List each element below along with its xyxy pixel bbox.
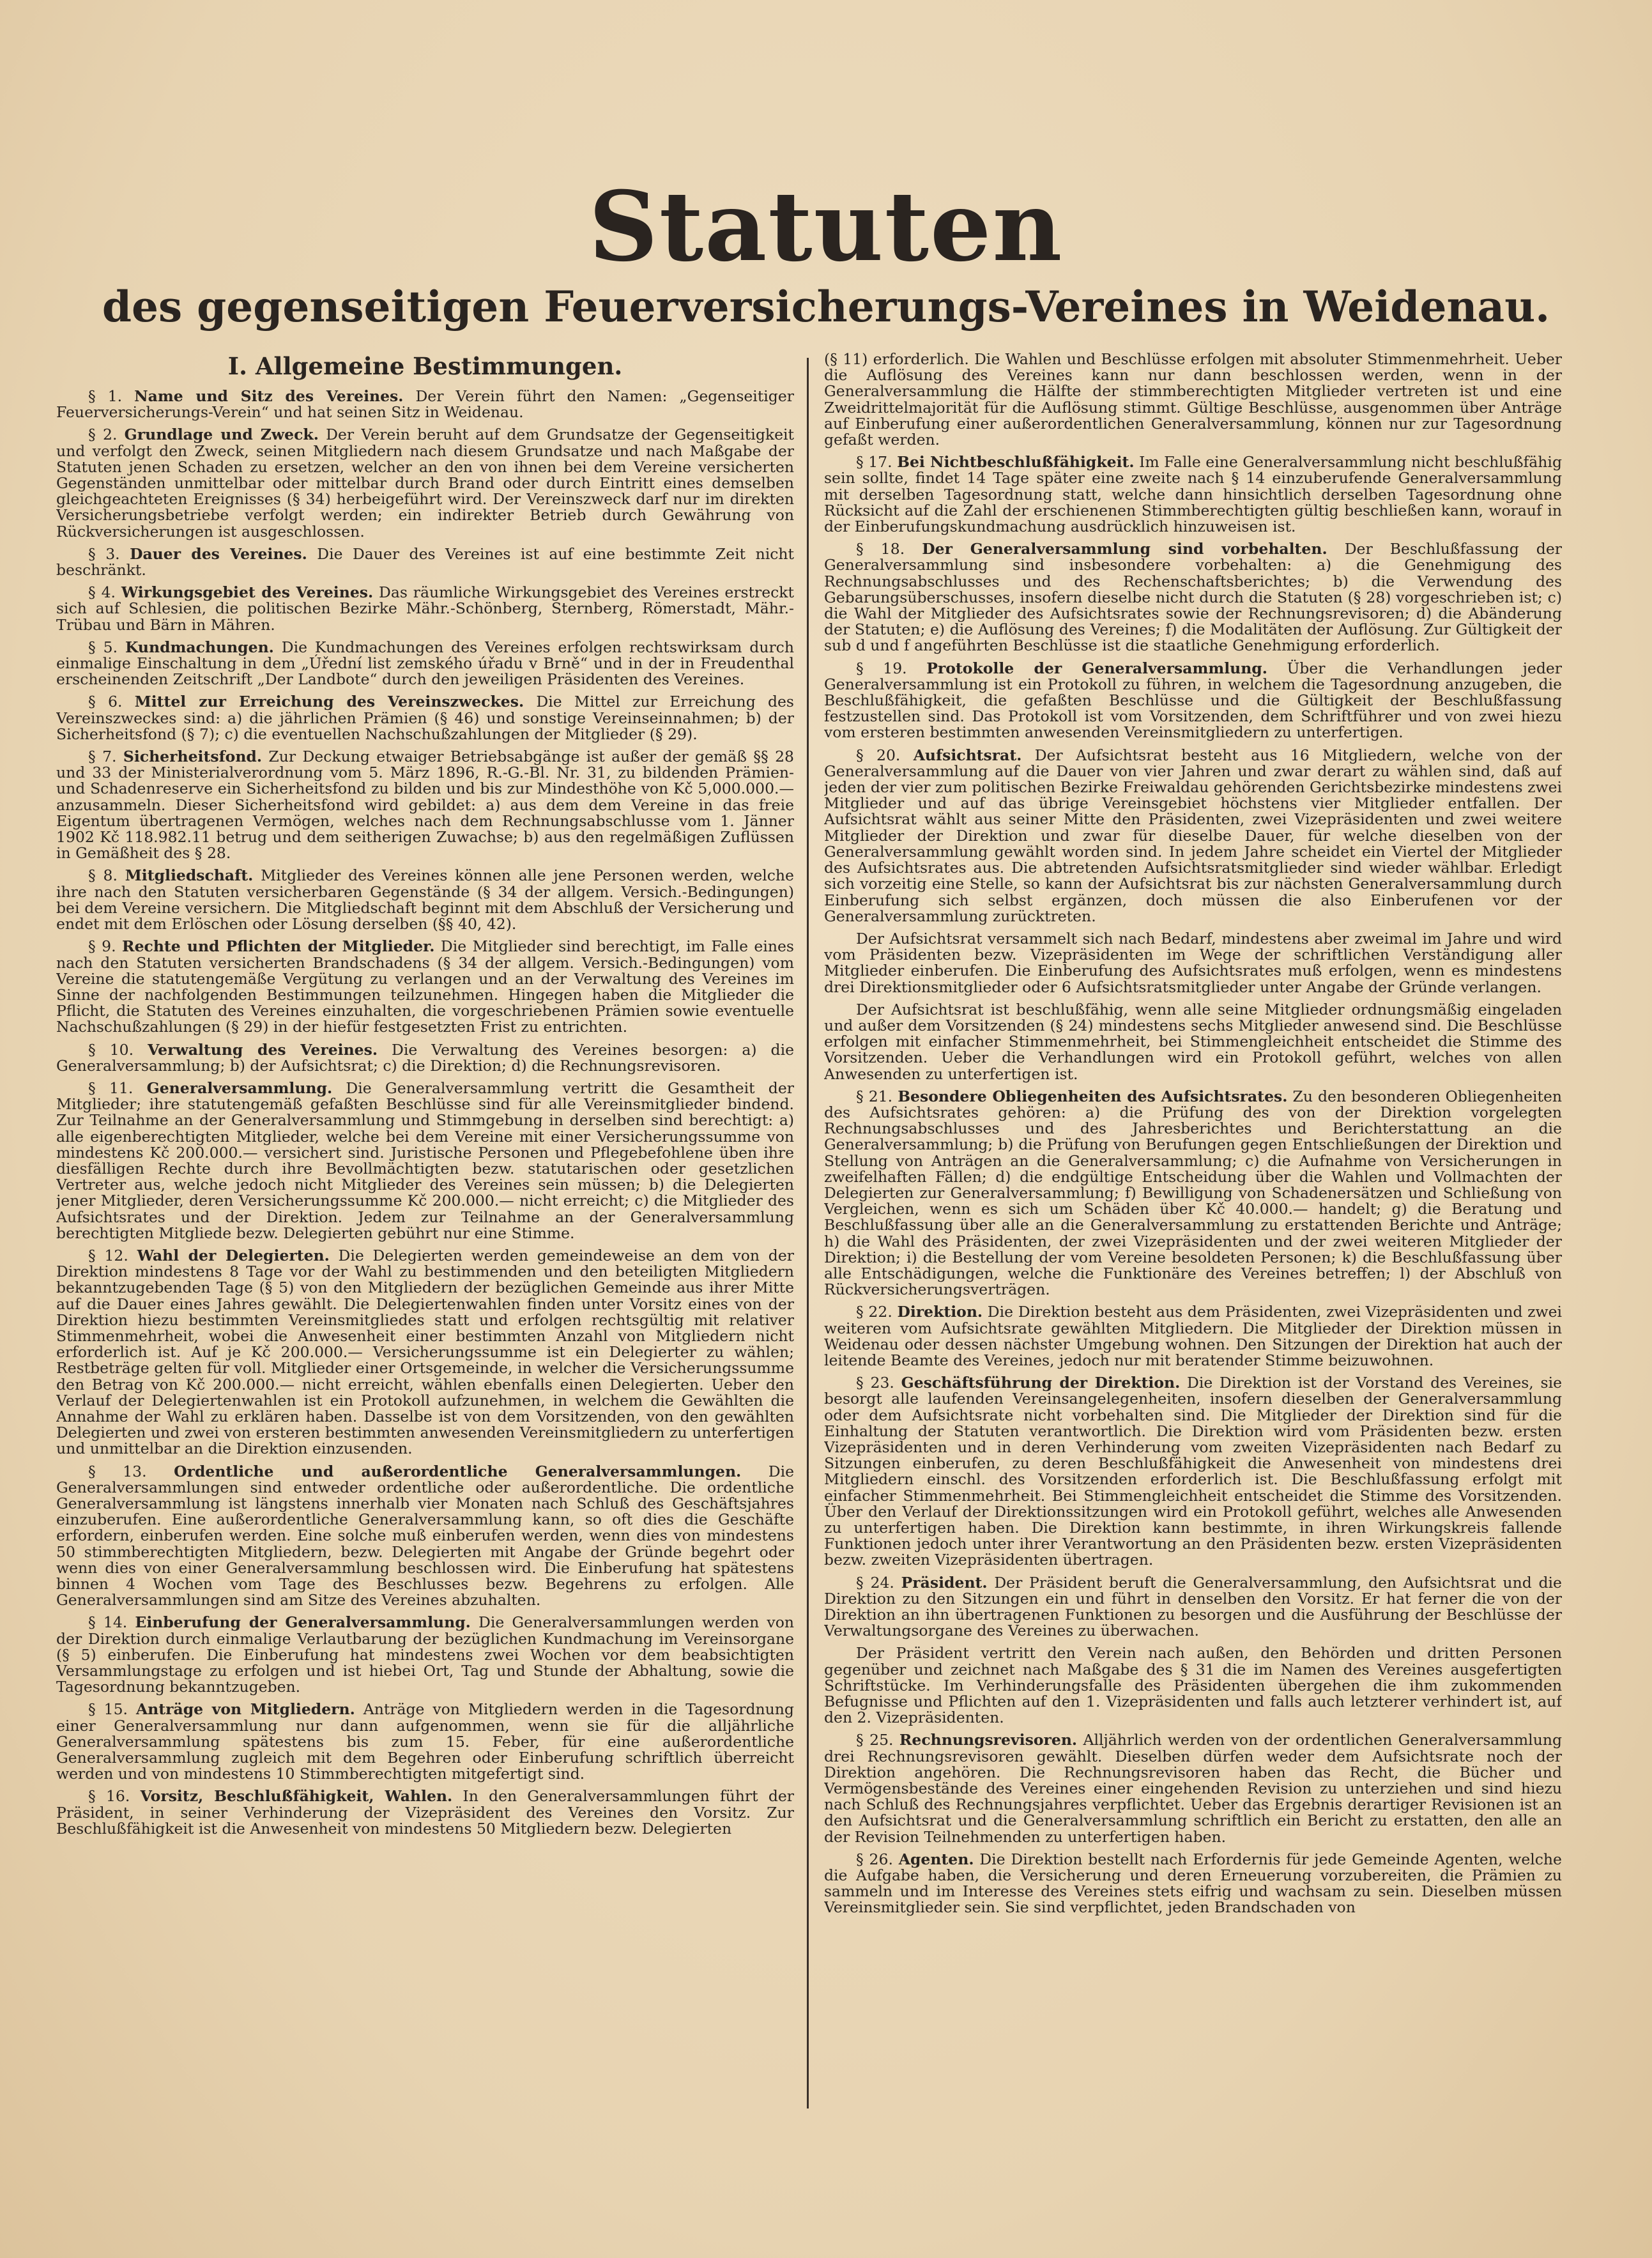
paragraph-text: Die Verwaltung des Vereines besorgen: a) die Generalversammlung; b) der Aufsichtsrat; c) die Direktion; d) die Rechnungsrevisoren. xyxy=(56,1040,794,1075)
paragraph-number: § 16. xyxy=(88,1787,130,1806)
paragraph-text: Im Falle eine Generalversammlung nicht beschlußfähig sein sollte, findet 14 Tage später eine zweite nach § 14 einzuberufende Generalversammlung mit derselben Tagesordnung statt, welche dann hinsichtlich derselben Tagesordnung ohne Rücksicht auf die Zahl der erschienenen Stimmberechtigten gültig beschließen kann, worauf in der Einberufungskundmachung ausdrücklich hinzuweisen ist. xyxy=(824,453,1562,536)
statute-paragraph xyxy=(824,1002,1562,1082)
statute-paragraph xyxy=(56,388,794,420)
paragraph-number: § 24. xyxy=(856,1573,894,1592)
paragraph-text: Der Präsident beruft die Generalversammlung, den Aufsichtsrat und die Direktion zu den Sitzungen ein und führt in denselben den Vorsitz. Er hat ferner die von der Direktion an ihn übertragenen Funktionen zu besorgen und die Ausführung der Beschlüsse der Verwaltungsorgane des Vereines zu überwachen. xyxy=(824,1573,1562,1640)
paragraph-title: Aufsichtsrat. xyxy=(913,746,1022,764)
paragraph-number: § 19. xyxy=(856,659,907,677)
paragraph-title: Mittel zur Erreichung des Vereinszweckes. xyxy=(134,693,524,711)
paragraph-title: Wahl der Delegierten. xyxy=(137,1246,330,1264)
paragraph-text: Der Aufsichtsrat versammelt sich nach Bedarf, mindestens aber zweimal im Jahre und wird vom Präsidenten bezw. Vizepräsidenten im Wege der schriftlichen Verständigung aller Mitglieder einberufen. Die Einberufung des Aufsichtsrates muß erfolgen, wenn es mindestens drei Direktionsmitglieder oder 6 Aufsichtsratsmitglieder unter Angabe der Gründe verlangen. xyxy=(824,929,1562,996)
left-column xyxy=(56,351,794,2243)
paragraph-text: Die Generalversammlungen sind entweder ordentliche oder außerordentliche. Die ordentliche Generalversammlung ist längstens innerhalb vier Monaten nach Schluß des Geschäftsjahres einzuberufen. Eine außerordentliche Generalversammlung kann, so oft dies die Geschäfte erfordern, einberufen werden. Eine solche muß einberufen werden, wenn dies von mindestens 50 stimmberechtigten Mitgliedern, bezw. Delegierten mit Angabe der Gründe begehrt oder wenn dies von einer Generalversammlung beschlossen wird. Die Einberufung hat spätestens binnen 4 Wochen vom Tage des Beschlusses bezw. Begehrens zu erfolgen. Alle Generalversammlungen sind am Sitze des Vereines abzuhalten. xyxy=(56,1462,794,1609)
right-column xyxy=(824,351,1562,2243)
paragraph-number: § 18. xyxy=(856,540,905,558)
paragraph-title: Grundlage und Zweck. xyxy=(124,426,319,444)
statute-paragraph xyxy=(56,1701,794,1782)
paragraph-text: Der Beschlußfassung der Generalversammlung sind insbesondere vorbehalten: a) die Genehmigung des Rechnungsabschlusses und des Rechenschaftsberichtes; b) die Verwendung des Gebarungsüberschusses, insofern dieselbe nicht durch die Statuten (§ 28) vorgeschrieben ist; c) die Wahl der Mitglieder des Aufsichtsrates sowie der Rechnungsrevisoren; d) die Abänderung der Statuten; e) die Auflösung des Vereines; f) die Modalitäten der Auflösung. Zur Gültigkeit der sub d und f angeführten Beschlüsse ist die staatliche Genehmigung erforderlich. xyxy=(824,540,1562,655)
statute-paragraph xyxy=(56,694,794,742)
paragraph-text: Der Aufsichtsrat ist beschlußfähig, wenn alle seine Mitglieder ordnungsmäßig eingeladen und außer dem Vorsitzenden (§ 24) mindestens sechs Mitglieder anwesend sind. Die Beschlüsse erfolgen mit einfacher Stimmenmehrheit, bei Stimmengleichheit entscheidet die Stimme des Vorsitzenden. Ueber die Verhandlungen wird ein Protokoll geführt, welches von allen Anwesenden zu unterfertigen ist. xyxy=(824,1000,1562,1083)
paragraph-number: § 25. xyxy=(856,1731,894,1749)
paragraph-number: § 1. xyxy=(88,387,123,405)
statute-paragraph xyxy=(56,585,794,633)
paragraph-number: § 11. xyxy=(88,1079,134,1097)
paragraph-title: Kundmachungen. xyxy=(125,638,274,656)
statute-paragraph xyxy=(824,1375,1562,1568)
paragraph-title: Mitgliedschaft. xyxy=(125,866,254,885)
paragraph-title: Der Generalversammlung sind vorbehalten. xyxy=(922,540,1327,558)
paragraph-title: Generalversammlung. xyxy=(146,1079,333,1097)
statute-paragraph xyxy=(56,1248,794,1457)
paragraph-title: Einberufung der Generalversammlung. xyxy=(135,1613,471,1632)
statute-paragraph xyxy=(824,661,1562,741)
statute-paragraph xyxy=(824,1575,1562,1640)
paragraph-text: Der Präsident vertritt den Verein nach außen, den Behörden und dritten Personen gegenüber und zeichnet nach Maßgabe des § 31 die im Namen des Vereines ausgefertigten Schriftstücke. Im Verhinderungsfalle des Präsidenten übergehen die ihm zukommenden Befugnisse und Pflichten auf den 1. Vizepräsidenten und falls auch letzterer verhindert ist, auf den 2. Vizepräsidenten. xyxy=(824,1644,1562,1727)
statute-paragraph xyxy=(824,541,1562,654)
paragraph-text: Die Direktion bestellt nach Erfordernis für jede Gemeinde Agenten, welche die Aufgabe haben, die Versicherung und deren Erneuerung vorzubereiten, die Prämien zu sammeln und im Interesse des Vereines stets eifrig und wachsam zu sein. Dieselben müssen Vereinsmitglieder sein. Sie sind verpflichtet, jeden Brandschaden von xyxy=(824,1850,1562,1917)
paragraph-title: Sicherheitsfond. xyxy=(123,748,263,766)
paragraph-title: Dauer des Vereines. xyxy=(130,544,307,563)
paragraph-text: Der Aufsichtsrat besteht aus 16 Mitgliedern, welche von der Generalversammlung auf die Dauer von vier Jahren und zwar derart zu wählen sind, daß auf jeden der vier zum politischen Bezirke Freiwaldau gehörenden Gerichtsbezirke mindestens zwei Mitglieder und auf das übrige Vereinsgebiet höchstens vier Mitglieder entfallen. Der Aufsichtsrat wählt aus seiner Mitte den Präsidenten, zwei Vizepräsidenten und zwei weitere Mitglieder der Direktion und zwar für dieselbe Dauer, für welche dieselben von der Generalversammlung gewählt worden sind. In jedem Jahre scheidet ein Viertel der Mitglieder des Aufsichtsrates aus. Die abtretenden Aufsichtsratsmitglieder sind wieder wählbar. Erledigt sich vorzeitig eine Stelle, so kann der Aufsichtsrat bis zur nächsten Generalversammlung durch Einberufung sich selbst ergänzen, doch müssen die also Einberufenen vor der Generalversammlung zurücktreten. xyxy=(824,746,1562,925)
paragraph-title: Ordentliche und außerordentliche Generalversammlungen. xyxy=(174,1462,742,1480)
paragraph-text: Die Generalversammlungen werden von der Direktion durch einmalige Verlautbarung der bezüglichen Kundmachung im Vereinsorgane (§ 5) einberufen. Die Einberufung hat mindestens zwei Wochen vor dem beabsichtigten Versammlungstage zu erfolgen und ist hiebei Ort, Tag und Stunde der Abhaltung, sowie die Tagesordnung bekanntzugeben. xyxy=(56,1613,794,1696)
paragraph-number: § 26. xyxy=(856,1850,893,1868)
paragraph-text: Anträge von Mitgliedern werden in die Tagesordnung einer Generalversammlung nur dann aufgenommen, wenn sie für die alljährliche Generalversammlung spätestens bis zum 15. Feber, für eine außerordentliche Generalversammlung zugleich mit dem Begehren oder Einberufung schriftlich überreicht werden und von mindestens 10 Stimmberechtigten mitgefertigt sind. xyxy=(56,1700,794,1783)
statute-paragraph xyxy=(56,1615,794,1695)
paragraph-text: Die Kundmachungen des Vereines erfolgen rechtswirksam durch einmalige Einschaltung in dem „Úřední list zemského úřadu v Brně“ und in der in Freudenthal erscheinenden Zeitschrift „Der Landbote“ durch den jeweiligen Präsidenten des Vereines. xyxy=(56,638,794,689)
statute-paragraph xyxy=(56,749,794,861)
paragraph-text: Alljährlich werden von der ordentlichen Generalversammlung drei Rechnungsrevisoren gewählt. Dieselben dürfen weder dem Aufsichtsrate noch der Direktion angehören. Die Rechnungsrevisoren haben das Recht, die Bücher und Vermögensbestände des Vereines einer eingehenden Revision zu unterziehen und sind hiezu nach Schluß des Rechnungsjahres verpflichtet. Ueber das Ergebnis derartiger Revisionen ist an den Aufsichtsrat und die Generalversammlung schriftlich ein Bericht zu erstatten, den alle an der Revision Teilnehmenden zu unterfertigen haben. xyxy=(824,1731,1562,1846)
paragraph-number: § 7. xyxy=(88,748,117,766)
paragraph-title: Besondere Obliegenheiten des Aufsichtsrates. xyxy=(898,1087,1288,1105)
paragraph-title: Name und Sitz des Vereines. xyxy=(134,387,404,405)
statute-paragraph xyxy=(56,546,794,578)
paragraph-text: Zu den besonderen Obliegenheiten des Aufsichtsrates gehören: a) die Prüfung des von der Direktion vorgelegten Rechnungsabschlusses und des Jahresberichtes und Berichterstattung an die Generalversammlung; b) die Prüfung von Berufungen gegen Entschließungen der Direktion und Stellung von Anträgen an die Generalversammlung; c) die Aufnahme von Versicherungen in zweifelhaften Fällen; d) die endgültige Entscheidung über die Wahlen und Vollmachten der Delegierten zur Generalversammlung; f) Bewilligung von Schadenersätzen und Schließung von Vergleichen, wenn es sich um Schäden über Kč 40.000.— handelt; g) die Beratung und Beschlußfassung über alle an die Generalversammlung zu erstattenden Berichte und Anträge; h) die Wahl des Präsidenten, der zwei Vizepräsidenten und der zwei weiteren Mitglieder der Direktion; i) die Bestellung der vom Vereine besoldeten Personen; k) die Beschlußfassung über alle Entschädigungen, welche die Funktionäre des Vereines betreffen; l) der Abschluß von Rückversicherungsverträgen. xyxy=(824,1087,1562,1299)
paragraph-text: Die Mittel zur Erreichung des Vereinszweckes sind: a) die jährlichen Prämien (§ 46) und sonstige Vereinseinnahmen; b) der Sicherheitsfond (§ 7); c) die eventuellen Nachschußzahlungen der Mitglieder (§ 29). xyxy=(56,693,794,743)
paragraph-number: § 23. xyxy=(856,1374,894,1392)
paragraph-title: Protokolle der Generalversammlung. xyxy=(926,659,1267,677)
paragraph-number: § 9. xyxy=(88,937,116,956)
right-paragraphs xyxy=(824,454,1562,1916)
statute-paragraph xyxy=(824,1089,1562,1298)
paragraph-title: Anträge von Mitgliedern. xyxy=(135,1700,355,1719)
statute-paragraph xyxy=(56,427,794,539)
paragraph-number: § 5. xyxy=(88,638,118,656)
paragraph-number: § 10. xyxy=(88,1040,134,1059)
paragraph-number: § 21. xyxy=(856,1087,893,1105)
paragraph-text: Der Verein beruht auf dem Grundsatze der Gegenseitigkeit und verfolgt den Zweck, seinen Mitgliedern nach diesem Grundsatze und nach Maßgabe der Statuten jenen Schaden zu ersetzen, welcher an den von ihnen bei dem Vereine versicherten Gegenständen unmittelbar oder mittelbar durch Brand oder durch Eintritt eines demselben gleichgeachteten Ereignisses (§ 34) herbeigeführt wird. Der Vereinszweck darf nur im direkten Versicherungsbetriebe verfolgt werden; ein indirekter Betrieb durch Gewährung von Rückversicherungen ist ausgeschlossen. xyxy=(56,426,794,541)
paragraph-text: Über die Verhandlungen jeder Generalversammlung ist ein Protokoll zu führen, in welchem die Tagesordnung anzugeben, die Beschlußfähigkeit, die gefaßten Beschlüsse und die Gültigkeit der Beschlußfassung festzustellen sind. Das Protokoll ist vom Vorsitzenden, dem Schriftführer und von zwei hiezu vom ersteren bestimmten anwesenden Vereinsmitgliedern zu unterfertigen. xyxy=(824,659,1562,742)
statute-paragraph xyxy=(824,1645,1562,1726)
paragraph-number: § 4. xyxy=(88,583,116,602)
paragraph-continuation: (§ 11) erforderlich. Die Wahlen und Beschlüsse erfolgen mit absoluter Stimmenmehrheit. Ueber die Auflösung des Vereines kann nur dann beschlossen werden, wenn in der Generalversammlung die Hälfte der stimmberechtigten Mitglieder vertreten ist und eine Zweidrittelmajorität für die Auflösung stimmt. Gültige Beschlüsse, ausgenommen über Anträge auf Einberufung einer außerordentlichen Generalversammlung, können nur zur Tagesordnung gefaßt werden. xyxy=(824,351,1562,449)
paragraph-text: Das räumliche Wirkungsgebiet des Vereines erstreckt sich auf Schlesien, die politischen Bezirke Mähr.-Schönberg, Sternberg, Römerstadt, Mähr.-Trübau und Bärn in Mähren. xyxy=(56,583,794,634)
statute-paragraph xyxy=(56,1464,794,1609)
left-paragraphs xyxy=(56,388,794,1837)
document-subtitle: des gegenseitigen Feuerversicherungs-Vereines in Weidenau. xyxy=(102,282,1550,332)
paragraph-number: § 3. xyxy=(88,544,120,563)
statute-paragraph xyxy=(824,1732,1562,1845)
paragraph-text: Die Generalversammlung vertritt die Gesamtheit der Mitglieder; ihre statutengemäß gefaßten Beschlüsse sind für alle Vereinsmitglieder bindend. Zur Teilnahme an der Generalversammlung und Stimmgebung in derselben sind berechtigt: a) alle eigenberechtigten Mitglieder, welche bei dem Vereine mit einer Versicherungssumme von mindestens Kč 200.000.— versichert sind. Juristische Personen und Pflegebefohlene üben ihre diesfälligen Rechte durch ihre Bevollmächtigten bezw. statutarischen oder gesetzlichen Vertreter aus, welche jedoch nicht Mitglieder des Vereines sein müssen; b) die Delegierten jener Mitglieder, deren Versicherungssumme Kč 200.000.— nicht erreicht; c) die Mitglieder des Aufsichtsrates und der Direktion. Jedem zur Teilnahme an der Generalversammlung berechtigten Mitgliede bezw. Delegierten gebührt nur eine Stimme. xyxy=(56,1079,794,1242)
paragraph-title: Agenten. xyxy=(898,1850,974,1868)
paragraph-text: Mitglieder des Vereines können alle jene Personen werden, welche ihre nach den Statuten versicherbaren Gegenstände (§ 34 der allgem. Versich.-Bedingungen) bei dem Vereine versichern. Die Mitgliedschaft beginnt mit dem Abschluß der Versicherung und endet mit dem Erlöschen oder Lösung derselben (§§ 40, 42). xyxy=(56,866,794,933)
statute-paragraph xyxy=(824,1852,1562,1916)
paragraph-text: Zur Deckung etwaiger Betriebsabgänge ist außer der gemäß §§ 28 und 33 der Ministerialverordnung vom 5. März 1896, R.-G.-Bl. Nr. 31, zu bildenden Prämien- und Schadenreserve ein Sicherheitsfond zu bilden und bis zur Mindesthöhe von Kč 5,000.000.— anzusammeln. Dieser Sicherheitsfond wird gebildet: a) aus dem dem Vereine in das freie Eigentum übertragenen Vermögen, welches nach dem Rechnungsabschlusse vom 1. Jänner 1902 Kč 118.982.11 betrug und dem seitherigen Zuwachse; b) aus den regelmäßigen Zuflüssen in Gemäßheit des § 28. xyxy=(56,748,794,863)
paragraph-text: Die Direktion ist der Vorstand des Vereines, sie besorgt alle laufenden Vereinsangelegenheiten, insofern dieselben der Generalversammlung oder dem Aufsichtsrate nicht vorbehalten sind. Die Mitglieder der Direktion sind für die Einhaltung der Statuten verantwortlich. Die Direktion wird vom Präsidenten bezw. ersten Vizepräsidenten und in deren Verhinderung vom zweiten Vizepräsidenten nach Bedarf zu Sitzungen einberufen, zu deren Beschlußfähigkeit die Anwesenheit von mindestens drei Mitgliedern einschl. des Vorsitzenden erforderlich ist. Die Beschlußfassung erfolgt mit einfacher Stimmenmehrheit. Bei Stimmengleichheit entscheidet die Stimme des Vorsitzenden. Über den Verlauf der Direktionssitzungen wird ein Protokoll geführt, welches alle Anwesenden zu unterfertigen haben. Die Direktion kann bestimmte, in ihren Wirkungskreis fallende Funktionen jedoch unter ihrer Verantwortung an den Präsidenten bezw. ersten Vizepräsidenten bezw. zweiten Vizepräsidenten übertragen. xyxy=(824,1374,1562,1569)
paragraph-text: Die Delegierten werden gemeindeweise an dem von der Direktion mindestens 8 Tage vor der Wahl zu bestimmenden und den beteiligten Mitgliedern bekanntzugebenden Tage (§ 5) von den Mitgliedern der bezüglichen Gemeinde aus ihrer Mitte auf die Dauer eines Jahres gewählt. Die Delegiertenwahlen finden unter Vorsitz eines von der Direktion hiezu bestimmten Vereinsmitgliedes statt und erfolgen rechtsgültig mit relativer Stimmenmehrheit, wobei die Anwesenheit einer bestimmten Anzahl von Mitgliedern nicht erforderlich ist. Auf je Kč 200.000.— Versicherungssumme ist ein Delegierter zu wählen; Restbeträge gelten für voll. Mitglieder einer Ortsgemeinde, in welcher die Versicherungssumme den Betrag von Kč 200.000.— nicht erreicht, wählen ebenfalls einen Delegierten. Ueber den Verlauf der Delegiertenwahlen ist ein Protokoll aufzunehmen, in welchem die Gewählten die Annahme der Wahl zu erklären haben. Dasselbe ist von dem Vorsitzenden, von den gewählten Delegierten und zwei von ersteren bestimmten anwesenden Vereinsmitgliedern zu unterfertigen und unmittelbar an die Direktion einzusenden. xyxy=(56,1246,794,1458)
statute-paragraph xyxy=(56,1788,794,1837)
paragraph-title: Direktion. xyxy=(897,1303,983,1321)
paragraph-number: § 12. xyxy=(88,1246,128,1264)
paragraph-text: Die Direktion besteht aus dem Präsidenten, zwei Vizepräsidenten und zwei weiteren vom Aufsichtsrate gewählten Mitgliedern. Die Mitglieder der Direktion müssen in Weidenau oder dessen nächster Umgebung wohnen. Den Sitzungen der Direktion hat auch der leitende Beamte des Vereines, jedoch nur mit beratender Stimme beizuwohnen. xyxy=(824,1303,1562,1369)
statute-paragraph xyxy=(824,1304,1562,1369)
statute-paragraph xyxy=(824,454,1562,535)
paragraph-title: Rechte und Pflichten der Mitglieder. xyxy=(122,937,435,956)
paragraph-title: Vorsitz, Beschlußfähigkeit, Wahlen. xyxy=(140,1787,453,1806)
paragraph-title: Wirkungsgebiet des Vereines. xyxy=(121,583,374,602)
statute-paragraph xyxy=(56,868,794,932)
paragraph-text: Die Dauer des Vereines ist auf eine bestimmte Zeit nicht beschränkt. xyxy=(56,544,794,580)
paragraph-title: Verwaltung des Vereines. xyxy=(148,1040,378,1059)
paragraph-number: § 20. xyxy=(856,746,901,764)
statute-paragraph xyxy=(56,1042,794,1074)
paragraph-title: Rechnungsrevisoren. xyxy=(899,1731,1078,1749)
paragraph-number: § 6. xyxy=(88,693,123,711)
section-heading: I. Allgemeine Bestimmungen. xyxy=(227,352,623,380)
document-title: Statuten xyxy=(588,171,1064,283)
statute-paragraph xyxy=(56,1080,794,1241)
paragraph-number: § 22. xyxy=(856,1303,892,1321)
statute-paragraph xyxy=(824,931,1562,995)
paragraph-text: Der Verein führt den Namen: „Gegenseitiger Feuerversicherungs-Verein“ und hat seinen Sitz in Weidenau. xyxy=(56,387,794,422)
paragraph-number: § 8. xyxy=(88,866,118,885)
paragraph-number: § 13. xyxy=(88,1462,147,1480)
paragraph-title: Bei Nichtbeschlußfähigkeit. xyxy=(897,453,1135,472)
paragraph-number: § 15. xyxy=(88,1700,128,1719)
statute-paragraph xyxy=(56,640,794,688)
paragraph-number: § 2. xyxy=(88,426,118,444)
paragraph-number: § 17. xyxy=(856,453,892,472)
column-divider xyxy=(807,358,809,2108)
paragraph-number: § 14. xyxy=(88,1613,128,1632)
paragraph-text: Die Mitglieder sind berechtigt, im Falle eines nach den Statuten versicherten Brandschadens (§ 34 der allgem. Versich.-Bedingungen) vom Vereine die statutengemäße Vergütung zu verlangen und an der Verwaltung des Vereines im Sinne der nachfolgenden Bestimmungen teilzunehmen. Hingegen haben die Mitglieder die Pflicht, die Statuten des Vereines einzuhalten, die vorgeschriebenen Prämien sowie eventuelle Nachschußzahlungen (§ 29) in der hiefür festgesetzten Frist zu entrichten. xyxy=(56,937,794,1036)
statute-paragraph xyxy=(56,939,794,1035)
paragraph-title: Geschäftsführung der Direktion. xyxy=(901,1374,1181,1392)
paragraph-title: Präsident. xyxy=(901,1573,988,1592)
paragraph-text: In den Generalversammlungen führt der Präsident, in seiner Verhinderung der Vizepräsident des Vereines den Vorsitz. Zur Beschlußfähigkeit ist die Anwesenheit von mindestens 50 Mitgliedern bezw. Delegierten xyxy=(56,1787,794,1838)
statute-paragraph xyxy=(824,748,1562,925)
